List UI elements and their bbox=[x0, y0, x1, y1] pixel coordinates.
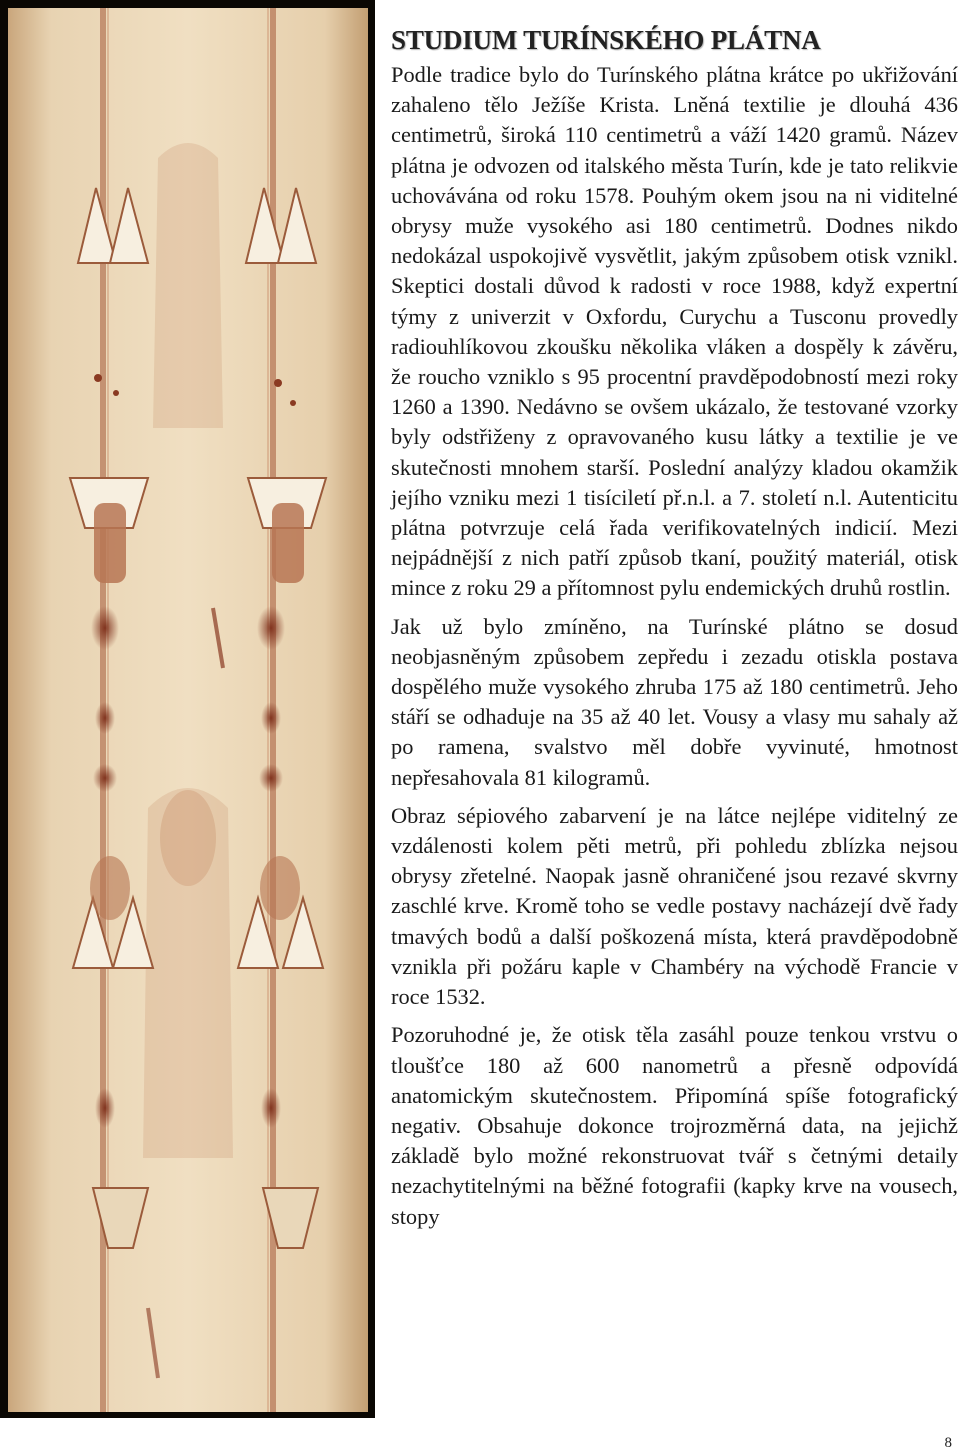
paragraph-2: Jak už bylo zmíněno, na Turínské plátno se dosud neobjasněným způsobem zepředu i zezadu otiskla postava dospělého muže vysokého zhruba 175 až 180 centimetrů. Jeho stáří se odhaduje na 35 až 40 let. Vousy a vlasy mu sahaly až po ramena, svalstvo měl dobře vyvinuté, hmotnost nepřesahovala 81 kilogramů. bbox=[391, 613, 958, 790]
page-title: STUDIUM TURÍNSKÉHO PLÁTNA bbox=[391, 25, 821, 55]
paragraph-1: Podle tradice bylo do Turínského plátna krátce po ukřižování zahaleno tělo Ježíše Krista. Lněná textilie je dlouhá 436 centimetrů, široká 110 centimetrů a váží 1420 gramů. Název plátna je odvozen od italského města Turín, kde je tato relikvie uchovávána od roku 1578. Pouhým okem jsou na ni viditelné obrysy muže vysokého asi 180 centimetrů. Dodnes nikdo nedokázal uspokojivě vysvětlit, jakým způsobem otisk vznikl. Skeptici dostali důvod k radosti v roce 1988, když expertní týmy z univerzit v Oxfordu, Curychu a Tusconu provedly radiouhlíkovou zkoušku několika vláken a dospěly k závěru, že roucho vzniklo s 95 procentní pravděpodobností mezi roky 1260 a 1390. Nedávno se ovšem ukázalo, že testované vzorky byly odstřiženy z opravovaného kusu látky a textilie je ve skutečnosti mnohem starší. Poslední analýzy kladou okamžik jejího vzniku mezi 1 tisíciletí př.n.l. a 7. století n.l. Autenticitu plátna potvrzuje celá řada verifikovatelných indicií. Mezi nejpádnější z nich patří způsob tkaní, použitý materiál, otisk mince z roku 29 a přítomnost pylu endemických druhů rostlin. bbox=[391, 62, 958, 601]
shroud-photograph bbox=[0, 0, 375, 1418]
paragraph-3: Obraz sépiového zabarvení je na látce nejlépe viditelný ze vzdálenosti kolem pěti metrů, při pohledu zblízka nejsou obrysy zřetelné. Naopak jasně ohraničené jsou rezavé skvrny zaschlé krve. Kromě toho se vedle postavy nacházejí dvě řady tmavých bodů a další poškozená místa, která pravděpodobně vznikla při požáru kaple v Chambéry na východě Francie v roce 1532. bbox=[391, 802, 958, 1010]
article bbox=[391, 24, 958, 1240]
page-number: 8 bbox=[944, 1435, 952, 1451]
shroud-image bbox=[8, 8, 368, 1412]
paragraph-4: Pozoruhodné je, že otisk těla zasáhl pouze tenkou vrstvu o tloušťce 180 až 600 nanometrů a přesně odpovídá anatomickým skutečnostem. Připomíná spíše fotografický negativ. Obsahuje dokonce trojrozměrná data, na jejichž základě bylo možné rekonstruovat tvář s četnými detaily nezachytitelnými na běžné fotografii (kapky krve na vousech, stopy bbox=[391, 1022, 958, 1229]
